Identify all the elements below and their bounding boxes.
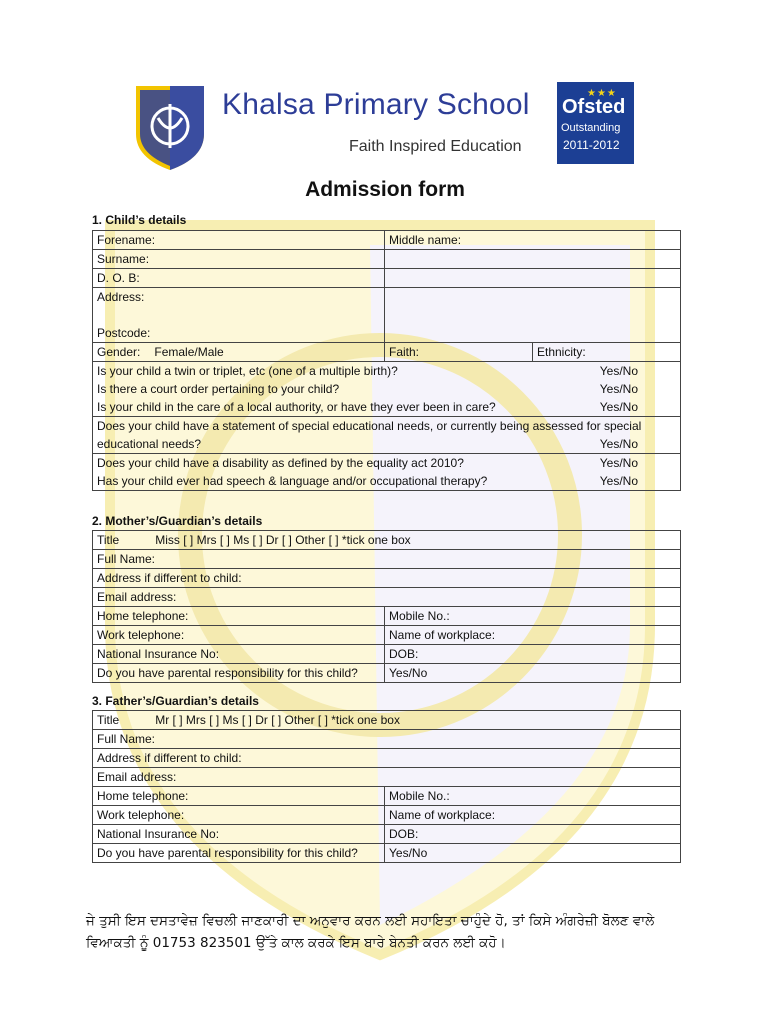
gender-label: Gender: bbox=[97, 345, 141, 359]
sen-yes-no: Yes/No bbox=[599, 437, 639, 451]
ofsted-rating: Outstanding bbox=[561, 122, 621, 134]
mother-email-field[interactable]: Email address: bbox=[93, 588, 681, 607]
surname-value[interactable] bbox=[385, 250, 681, 269]
mother-ni-field[interactable]: National Insurance No: bbox=[93, 645, 385, 664]
father-dob-field[interactable]: DOB: bbox=[385, 825, 681, 844]
ofsted-badge bbox=[557, 82, 634, 164]
court-yes-no: Yes/No bbox=[599, 382, 639, 396]
mother-title-options: Miss [ ] Mrs [ ] Ms [ ] Dr [ ] Other [ ] *tick one box bbox=[155, 533, 411, 547]
father-parental-yes-no[interactable]: Yes/No bbox=[385, 844, 681, 863]
school-name: Khalsa Primary School bbox=[222, 88, 530, 121]
page-header bbox=[132, 82, 642, 172]
twin-yes-no: Yes/No bbox=[599, 364, 639, 378]
middle-name-field[interactable]: Middle name: bbox=[385, 231, 681, 250]
school-crest-logo bbox=[132, 82, 208, 172]
forename-field[interactable]: Forename: bbox=[93, 231, 385, 250]
father-ni-field[interactable]: National Insurance No: bbox=[93, 825, 385, 844]
gender-options: Female/Male bbox=[154, 345, 224, 359]
postcode-field[interactable]: Postcode: bbox=[93, 324, 385, 343]
father-home-tel-field[interactable]: Home telephone: bbox=[93, 787, 385, 806]
sen-question-line2[interactable]: educational needs? Yes/No bbox=[93, 435, 681, 454]
dob-value[interactable] bbox=[385, 269, 681, 288]
mother-full-name-field[interactable]: Full Name: bbox=[93, 550, 681, 569]
address-value[interactable] bbox=[385, 288, 681, 325]
twin-question[interactable]: Is your child a twin or triplet, etc (one of a multiple birth)? Yes/No bbox=[93, 362, 681, 381]
mother-home-tel-field[interactable]: Home telephone: bbox=[93, 607, 385, 626]
ethnicity-field[interactable]: Ethnicity: bbox=[533, 343, 681, 362]
father-mobile-field[interactable]: Mobile No.: bbox=[385, 787, 681, 806]
father-parental-question: Do you have parental responsibility for this child? bbox=[93, 844, 385, 863]
sen-question-line1[interactable]: Does your child have a statement of special educational needs, or currently being assessed for special bbox=[93, 417, 681, 436]
father-address-field[interactable]: Address if different to child: bbox=[93, 749, 681, 768]
mother-section-title: 2. Mother’s/Guardian’s details bbox=[92, 514, 263, 528]
father-details-table bbox=[92, 710, 681, 863]
school-motto: Faith Inspired Education bbox=[349, 138, 522, 155]
mother-dob-field[interactable]: DOB: bbox=[385, 645, 681, 664]
dob-field[interactable]: D. O. B: bbox=[93, 269, 385, 288]
father-title-field[interactable]: Title Mr [ ] Mrs [ ] Ms [ ] Dr [ ] Other [ ] *tick one box bbox=[93, 711, 681, 730]
father-section-title: 3. Father’s/Guardian’s details bbox=[92, 694, 259, 708]
disability-question[interactable]: Does your child have a disability as defined by the equality act 2010? Yes/No bbox=[93, 454, 681, 473]
child-details-table bbox=[92, 230, 681, 491]
father-workplace-field[interactable]: Name of workplace: bbox=[385, 806, 681, 825]
ofsted-years: 2011-2012 bbox=[563, 138, 620, 152]
mother-parental-yes-no[interactable]: Yes/No bbox=[385, 664, 681, 683]
mother-title-field[interactable]: Title Miss [ ] Mrs [ ] Ms [ ] Dr [ ] Other [ ] *tick one box bbox=[93, 531, 681, 550]
surname-field[interactable]: Surname: bbox=[93, 250, 385, 269]
gender-field[interactable] bbox=[93, 343, 385, 362]
father-full-name-field[interactable]: Full Name: bbox=[93, 730, 681, 749]
mother-work-tel-field[interactable]: Work telephone: bbox=[93, 626, 385, 645]
care-yes-no: Yes/No bbox=[599, 400, 639, 414]
mother-mobile-field[interactable]: Mobile No.: bbox=[385, 607, 681, 626]
mother-details-table bbox=[92, 530, 681, 683]
form-title: Admission form bbox=[305, 178, 465, 201]
ofsted-name: Ofsted bbox=[562, 96, 626, 118]
faith-field[interactable]: Faith: bbox=[385, 343, 533, 362]
father-email-field[interactable]: Email address: bbox=[93, 768, 681, 787]
father-work-tel-field[interactable]: Work telephone: bbox=[93, 806, 385, 825]
father-title-options: Mr [ ] Mrs [ ] Ms [ ] Dr [ ] Other [ ] *tick one box bbox=[155, 713, 400, 727]
speech-yes-no: Yes/No bbox=[599, 474, 639, 488]
postcode-value[interactable] bbox=[385, 324, 681, 343]
punjabi-translation-note: ਜੇ ਤੁਸੀ ਇਸ ਦਸਤਾਵੇਜ਼ ਵਿਚਲੀ ਜਾਣਕਾਰੀ ਦਾ ਅਨੁਵਾਰ ਕਰਨ ਲਈ ਸਹਾਇਤਾ ਚਾਹੁੰਦੇ ਹੋ, ਤਾਂ ਕਿਸੇ ਅੰਗਰੇਜ਼ੀ ਬੋਲਣ ਵਾਲੇ ਵਿਆਕਤੀ ਨੂੰ 01753 823501 ਉੱਤੇ ਕਾਲ ਕਰਕੇ ਇਸ ਬਾਰੇ ਬੇਨਤੀ ਕਰਨ ਲਈ ਕਹੋ। bbox=[86, 913, 655, 951]
address-field[interactable]: Address: bbox=[93, 288, 385, 325]
mother-workplace-field[interactable]: Name of workplace: bbox=[385, 626, 681, 645]
speech-question[interactable]: Has your child ever had speech & language and/or occupational therapy? Yes/No bbox=[93, 472, 681, 491]
care-question[interactable]: Is your child in the care of a local authority, or have they ever been in care? Yes/No bbox=[93, 398, 681, 417]
court-question[interactable]: Is there a court order pertaining to your child? Yes/No bbox=[93, 380, 681, 398]
disability-yes-no: Yes/No bbox=[599, 456, 639, 470]
mother-parental-question: Do you have parental responsibility for this child? bbox=[93, 664, 385, 683]
mother-address-field[interactable]: Address if different to child: bbox=[93, 569, 681, 588]
stars-icon: ★★★ bbox=[587, 88, 617, 99]
child-section-title: 1. Child’s details bbox=[92, 213, 187, 227]
